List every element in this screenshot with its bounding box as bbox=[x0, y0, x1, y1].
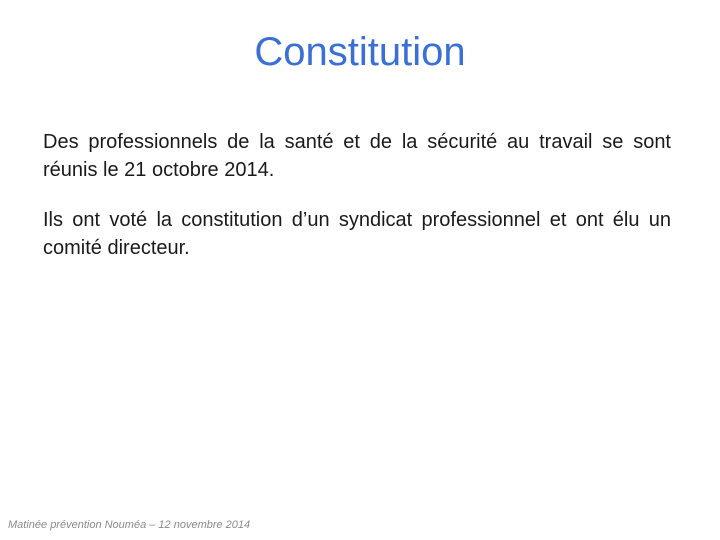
slide-title: Constitution bbox=[254, 30, 466, 74]
paragraph-meeting: Des professionnels de la santé et de la sécurité au travail se sont réunis le 21 octobre 2014. bbox=[43, 131, 671, 181]
paragraph-vote: Ils ont voté la constitution d’un syndicat professionnel et ont élu un comité directeur. bbox=[43, 209, 671, 259]
slide-body bbox=[43, 128, 671, 284]
slide-footer: Matinée prévention Nouméa – 12 novembre 2014 bbox=[8, 519, 251, 531]
